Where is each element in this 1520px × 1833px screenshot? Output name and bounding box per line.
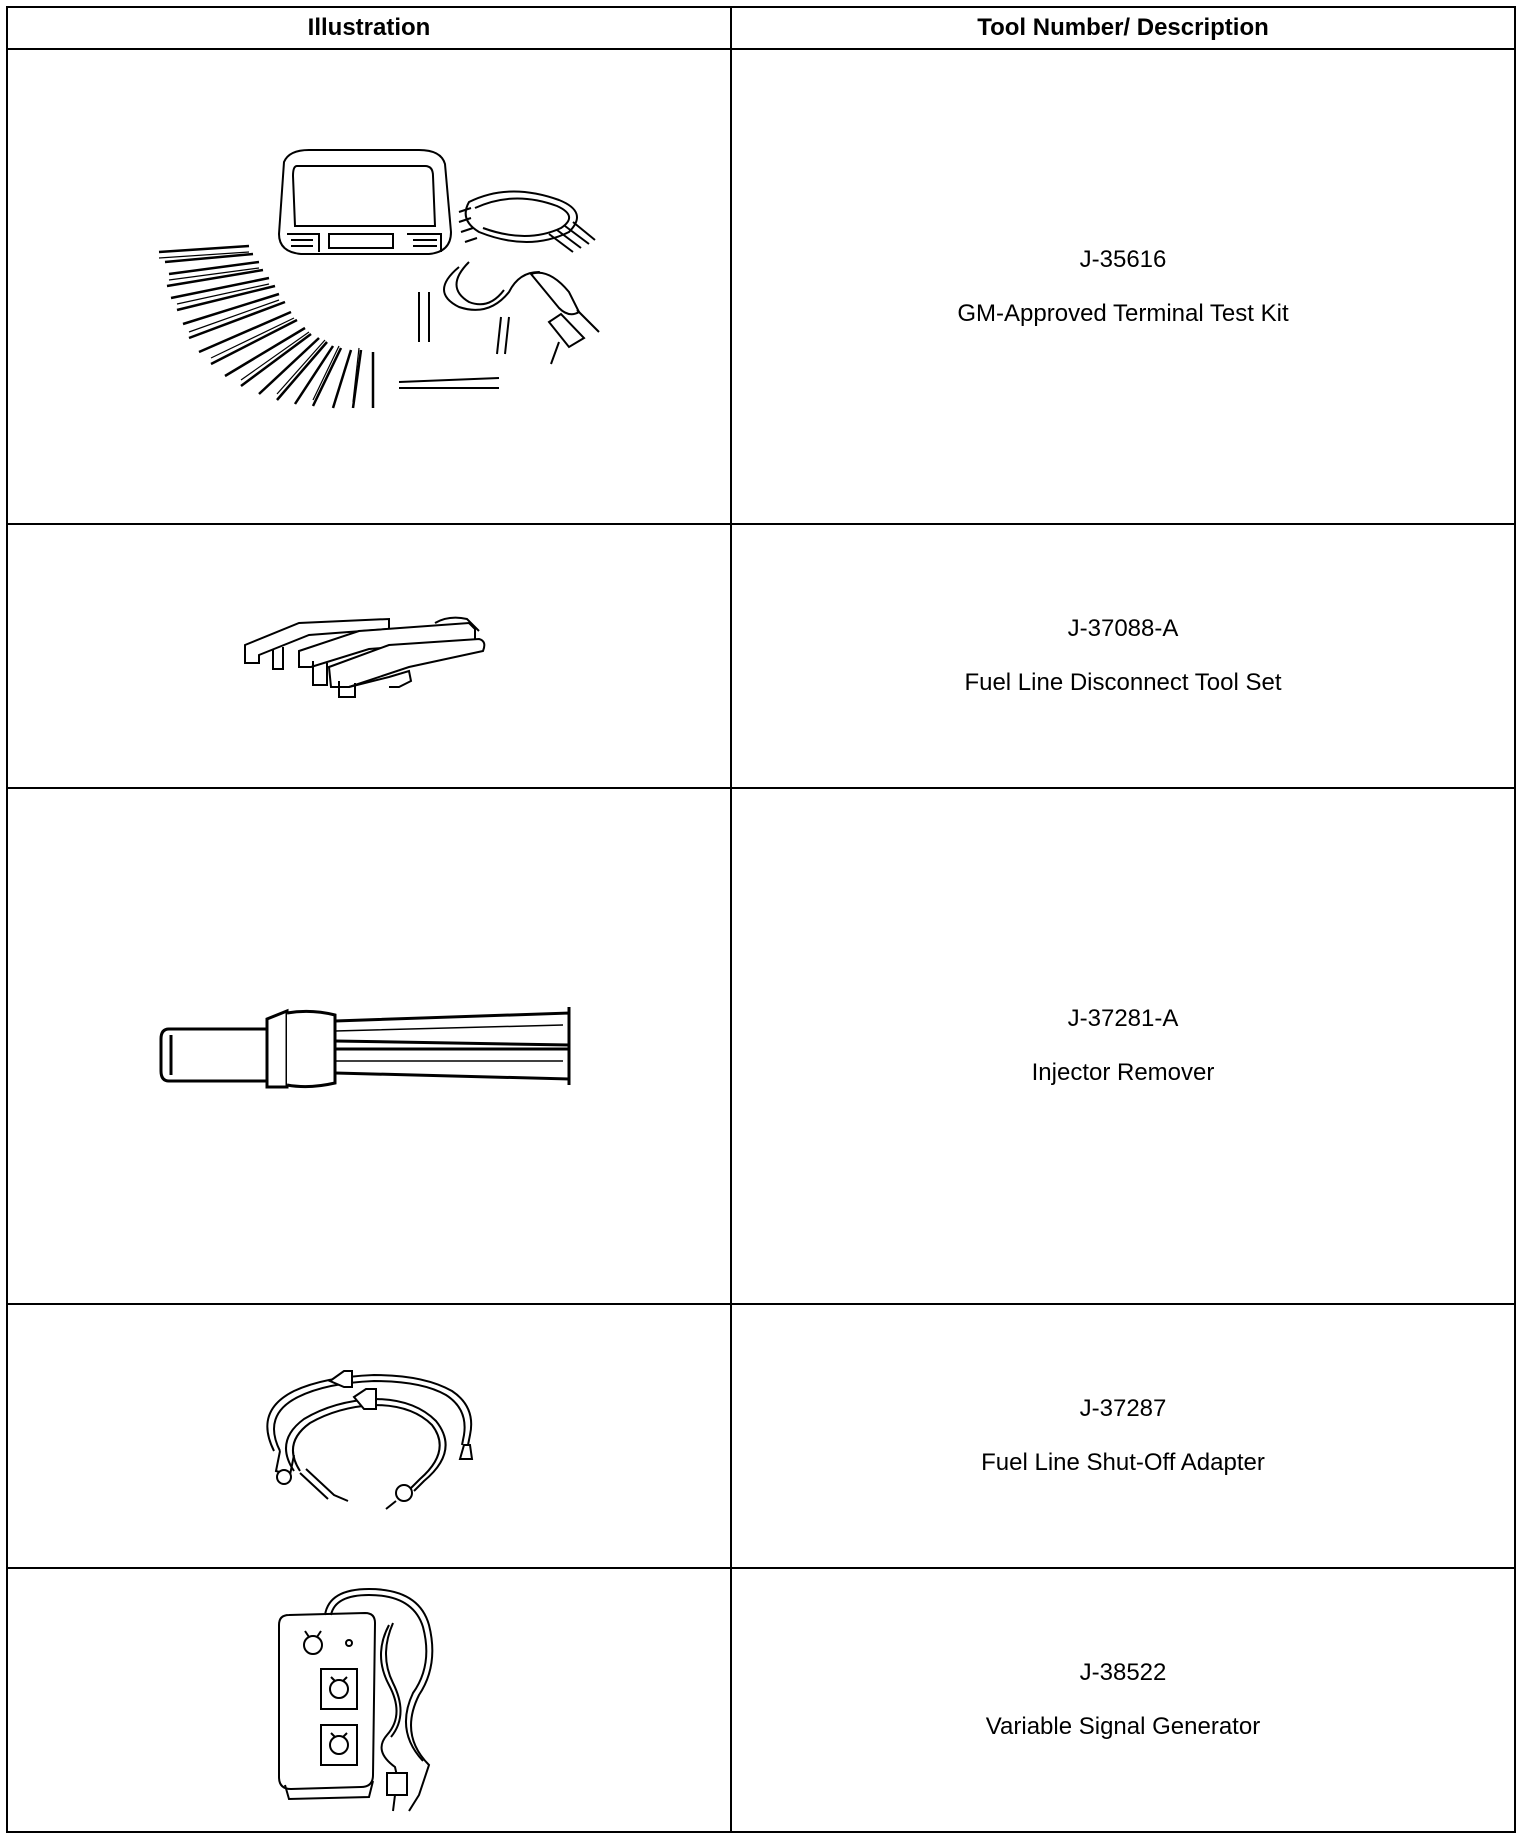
tool-description: Variable Signal Generator <box>985 1713 1261 1740</box>
header-illustration: Illustration <box>7 7 731 49</box>
tool-description: GM-Approved Terminal Test Kit <box>957 299 1289 327</box>
tool-description: Injector Remover <box>1031 1059 1215 1086</box>
header-tool-description: Tool Number/ Description <box>731 7 1515 49</box>
variable-signal-generator-illustration <box>269 1585 469 1815</box>
table-row <box>7 524 1515 788</box>
tool-number: J-35616 <box>1079 245 1167 273</box>
header-row <box>7 7 1515 49</box>
description-cell <box>731 1304 1515 1568</box>
description-cell <box>731 49 1515 524</box>
tool-table <box>6 6 1516 1833</box>
illustration-cell <box>7 1568 731 1832</box>
illustration-cell <box>7 524 731 788</box>
description-cell <box>731 524 1515 788</box>
tool-number: J-38522 <box>1079 1659 1167 1686</box>
table-row <box>7 49 1515 524</box>
fuel-line-disconnect-tool-illustration <box>239 611 499 701</box>
tool-description: Fuel Line Disconnect Tool Set <box>964 669 1282 696</box>
illustration-cell <box>7 49 731 524</box>
tool-description: Fuel Line Shut-Off Adapter <box>981 1449 1265 1476</box>
illustration-cell <box>7 788 731 1304</box>
table-row <box>7 1568 1515 1832</box>
fuel-line-shutoff-adapter-illustration <box>254 1361 484 1511</box>
injector-remover-illustration <box>159 1001 579 1091</box>
table-row <box>7 1304 1515 1568</box>
tool-number: J-37281-A <box>1067 1005 1179 1032</box>
terminal-test-kit-illustration <box>129 142 609 432</box>
tool-number: J-37088-A <box>1067 615 1179 642</box>
table-row <box>7 788 1515 1304</box>
tool-number: J-37287 <box>1079 1395 1167 1422</box>
description-cell <box>731 1568 1515 1832</box>
illustration-cell <box>7 1304 731 1568</box>
description-cell <box>731 788 1515 1304</box>
